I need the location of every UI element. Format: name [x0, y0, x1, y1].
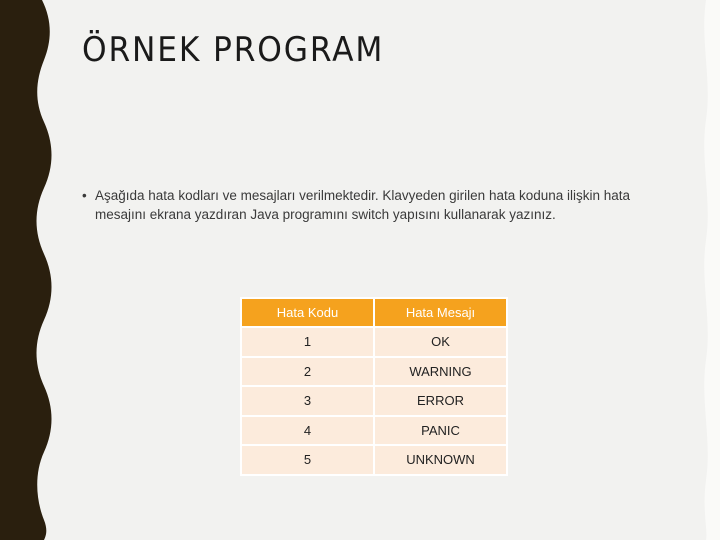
bullet-marker: • — [82, 188, 87, 203]
table-row — [241, 416, 507, 446]
cell-code: 3 — [241, 386, 374, 416]
table-row — [241, 327, 507, 357]
cell-code: 1 — [241, 327, 374, 357]
cell-code: 4 — [241, 416, 374, 446]
right-wave-band — [700, 0, 720, 540]
bullet-text: Aşağıda hata kodları ve mesajları verilmektedir. Klavyeden girilen hata koduna ilişkin hata mesajını ekrana yazdıran Java programını switch yapısını kullanarak yazınız. — [95, 188, 631, 222]
cell-message: UNKNOWN — [374, 445, 507, 475]
error-code-table — [240, 297, 508, 476]
cell-message: WARNING — [374, 357, 507, 387]
cell-message: ERROR — [374, 386, 507, 416]
header-error-message: Hata Mesajı — [374, 298, 507, 327]
table-row — [241, 357, 507, 387]
left-wave-band — [0, 0, 60, 540]
slide-title: ÖRNEK PROGRAM — [82, 30, 385, 70]
cell-message: PANIC — [374, 416, 507, 446]
cell-message: OK — [374, 327, 507, 357]
table-header-row — [241, 298, 507, 327]
table-row — [241, 386, 507, 416]
cell-code: 2 — [241, 357, 374, 387]
bullet-item — [82, 186, 682, 224]
header-error-code: Hata Kodu — [241, 298, 374, 327]
table-row — [241, 445, 507, 475]
cell-code: 5 — [241, 445, 374, 475]
